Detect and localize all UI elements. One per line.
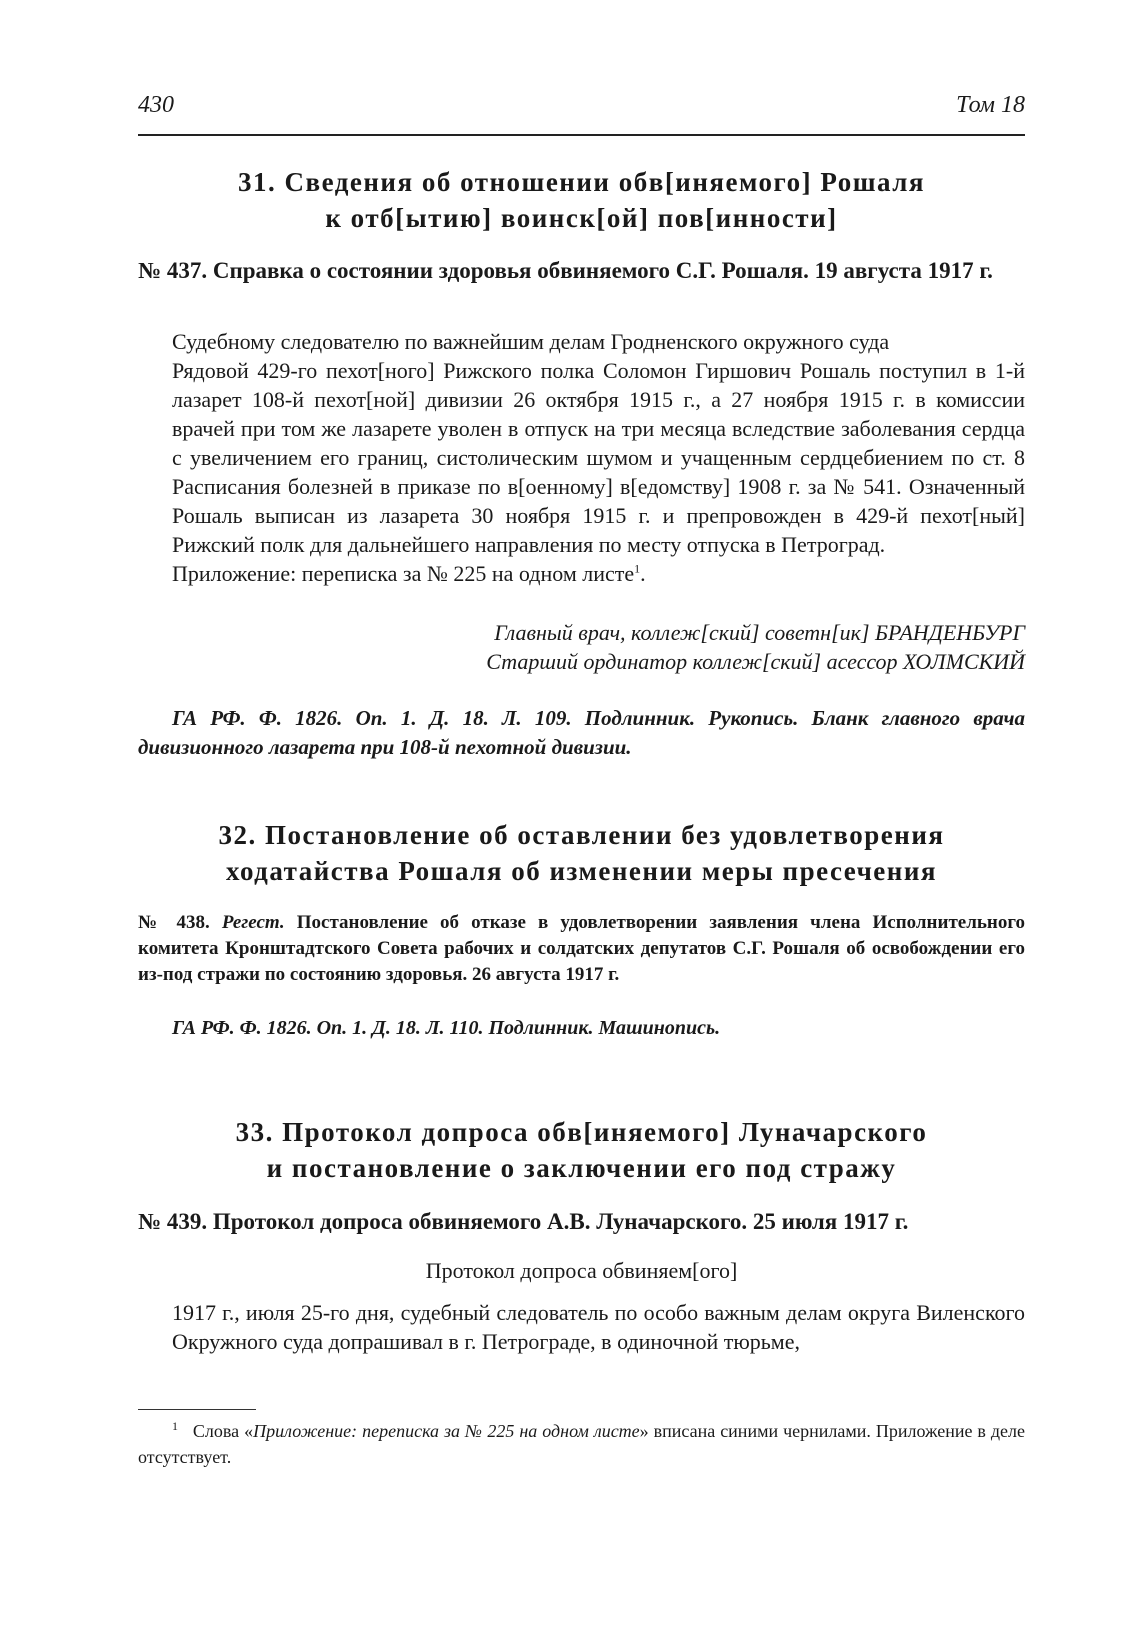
signature-senior-resident: Старший ординатор коллеж[ский] асессор ХОЛМСКИЙ <box>486 649 1025 674</box>
doc-437-addressee: Судебному следователю по важнейшим делам Гродненского окружного суда <box>172 329 890 354</box>
doc-438-text: Постановление об отказе в удовлетворении заявления члена Исполнительного комитета Кронштадтского Совета рабочих и солдатских депутатов С.Г. Рошаля об освобождении его из-под стражи по состоянию здоровья. 26 августа 1917 г. <box>138 912 1026 985</box>
footnote-quote: Приложение: переписка за № 225 на одном листе <box>253 1421 640 1441</box>
section-31-line1: 31. Сведения об отношении обв[иняемого] Рошаля <box>238 167 925 197</box>
doc-437-archive: ГА РФ. Ф. 1826. Оп. 1. Д. 18. Л. 109. Подлинник. Рукопись. Бланк главного врача дивизионного лазарета при 108-й пехотной дивизии. <box>138 706 1025 759</box>
page-number: 430 <box>138 92 174 118</box>
section-32-title <box>138 817 1025 889</box>
section-31-title <box>138 164 1025 236</box>
doc-438-archive: ГА РФ. Ф. 1826. Оп. 1. Д. 18. Л. 110. Подлинник. Машинопись. <box>172 1017 721 1039</box>
doc-438-regest-label: Регест. <box>221 912 285 933</box>
section-33-line1: 33. Протокол допроса обв[иняемого] Луначарского <box>235 1117 928 1147</box>
section-33-title <box>138 1114 1025 1186</box>
section-31-line2: к отб[ытию] воинск[ой] пов[инности] <box>325 203 838 233</box>
doc-439-heading: Протокол допроса обвиняем[ого] <box>425 1258 738 1283</box>
doc-437-title: № 437. Справка о состоянии здоровья обвиняемого С.Г. Рошаля. 19 августа 1917 г. <box>138 258 993 283</box>
footnote-ref: 1 <box>634 561 641 576</box>
footnote-prefix: Слова « <box>192 1421 254 1441</box>
doc-437-appendix: Приложение: переписка за № 225 на одном листе <box>172 561 635 586</box>
footnote-separator <box>138 1409 256 1410</box>
running-header <box>138 88 1025 136</box>
doc-437-body: Рядовой 429-го пехот[ного] Рижского полка Соломон Гиршович Рошаль поступил в 1-й лазарет 108-й пехот[ной] дивизии 26 октября 1915 г., а 27 ноября 1915 г. в комиссии врачей при том же лазарете уволен в отпуск на три месяца вследствие заболевания сердца с увеличением его границ, систолическим шумом и учащенным сердцебиением по ст. 8 Расписания болезней в приказе по в[оенному] в[едомству] 1908 г. за № 541. Означенный Рошаль выписан из лазарета 30 ноября 1915 г. и препровожден в 429-й пехот[ный] Рижский полк для дальнейшего направления по месту отпуска в Петроград. <box>172 358 1025 557</box>
section-32-line1: 32. Постановление об оставлении без удовлетворения <box>218 820 945 850</box>
doc-438-number: № 438. <box>138 912 210 933</box>
doc-437-appendix-line: Приложение: переписка за № 225 на одном листе$^1$. <box>172 561 646 586</box>
doc-438-title <box>138 910 1025 988</box>
signature-chief-doctor: Главный врач, коллеж[ский] советн[ик] БРАНДЕНБУРГ <box>494 620 1025 645</box>
section-33-line2: и постановление о заключении его под стражу <box>266 1153 897 1183</box>
section-32-line2: ходатайства Рошаля об изменении меры пресечения <box>225 856 937 886</box>
doc-439-title: № 439. Протокол допроса обвиняемого А.В. Луначарского. 25 июля 1917 г. <box>138 1209 909 1234</box>
volume-label: Том 18 <box>956 92 1025 118</box>
doc-437-text <box>138 327 1025 588</box>
footnote-marker: 1 <box>172 1419 178 1433</box>
doc-437-signatures <box>138 618 1025 676</box>
doc-439-body: 1917 г., июля 25-го дня, судебный следователь по особо важным делам округа Виленского Окружного суда допрашивал в г. Петрограде, в одиночной тюрьме, <box>172 1300 1025 1354</box>
footnote <box>138 1418 1025 1470</box>
footnote-suffix: » вписана синими чернилами. Приложение в деле отсутствует. <box>138 1421 1025 1467</box>
